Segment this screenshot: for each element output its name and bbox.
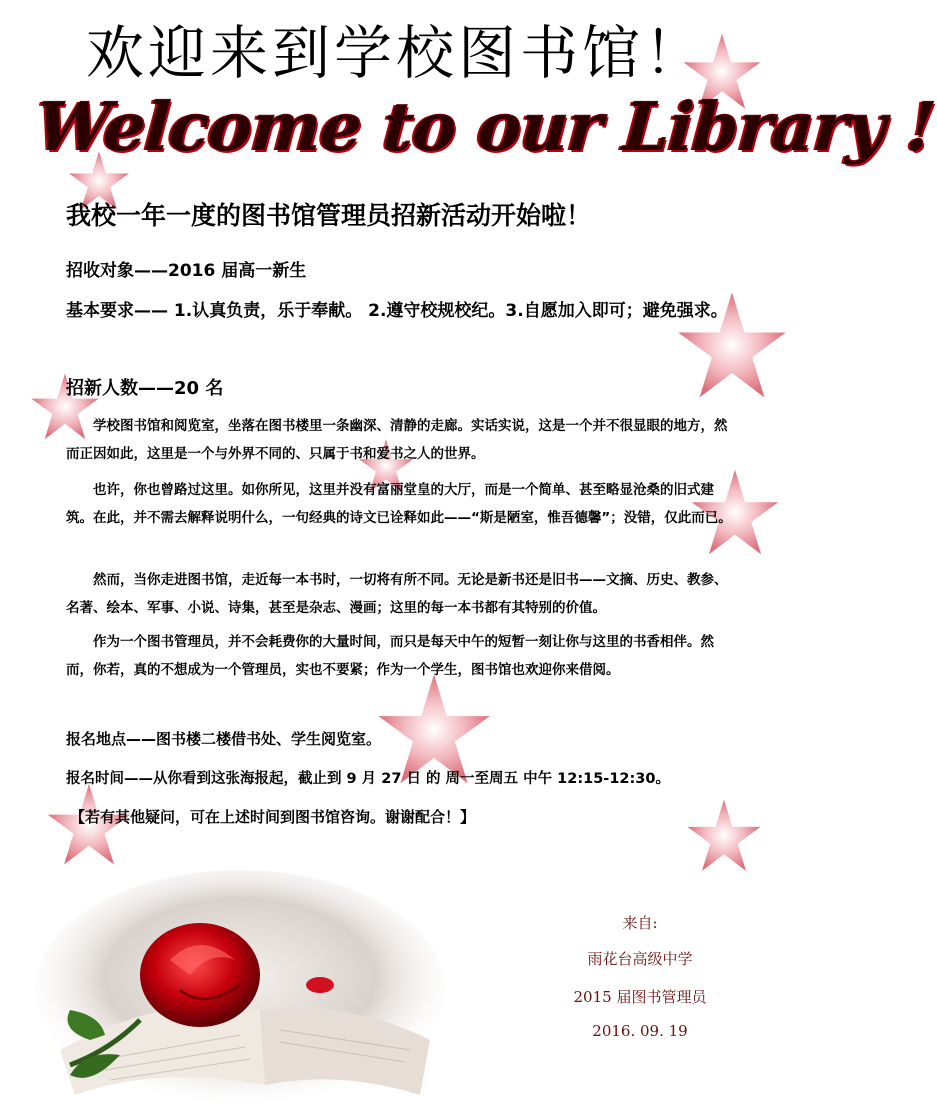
signature-date: 2016. 09. 19 (592, 1022, 688, 1040)
intro-paragraph-1: 学校图书馆和阅览室，坐落在图书楼里一条幽深、清静的走廊。实话实说，这是一个并不很显眼的地方，然而正因如此，这里是一个与外界不同的、只属于书和爱书之人的世界。 (66, 418, 728, 462)
fallen-petal (306, 977, 334, 993)
title-chinese: 欢迎来到学校图书馆！ (86, 19, 707, 87)
headline: 我校一年一度的图书馆管理员招新活动开始啦！ (66, 201, 592, 230)
intro-paragraph-2: 也许，你也曾路过这里。如你所见，这里并没有富丽堂皇的大厅，而是一个简单、甚至略显沧桑的旧式建筑。在此，并不需去解释说明什么，一句经典的诗文已诠释如此——“斯是陋室，惟吾德馨”；没错，仅此而已。 (66, 482, 732, 526)
basic-requirements: 基本要求—— 1.认真负责，乐于奉献。 2.遵守校规校纪。3.自愿加入即可；避免强求。 (66, 301, 728, 321)
rose-petals (140, 923, 260, 1027)
intro-paragraph-4: 作为一个图书管理员，并不会耗费你的大量时间，而只是每天中午的短暂一刻让你与这里的书香相伴。然而，你若，真的不想成为一个管理员，实也不要紧；作为一个学生，图书馆也欢迎你来借阅。 (66, 634, 714, 678)
rose-book-illustration (30, 860, 450, 1100)
decorative-star-icon (686, 798, 762, 874)
signup-location: 报名地点——图书楼二楼借书处、学生阅览室。 (66, 730, 382, 748)
signature-group: 2015 届图书管理员 (573, 988, 707, 1006)
title-english: Welcome to our Library ! (33, 88, 937, 166)
intro-paragraph-3: 然而，当你走进图书馆，走近每一本书时，一切将有所不同。无论是新书还是旧书——文摘、历史、教参、名著、绘本、军事、小说、诗集，甚至是杂志、漫画；这里的每一本书都有其特别的价值。 (66, 572, 728, 616)
recruit-target: 招收对象——2016 届高一新生 (66, 261, 307, 281)
signature-school: 雨花台高级中学 (587, 950, 693, 968)
signature-from: 来自: (622, 914, 658, 932)
signup-note: 【若有其他疑问，可在上述时间到图书馆咨询。谢谢配合！】 (70, 808, 476, 826)
recruit-quota: 招新人数——20 名 (66, 378, 224, 399)
signup-time: 报名时间——从你看到这张海报起，截止到 9 月 27 日 的 周一至周五 中午 12:15-12:30。 (66, 771, 670, 787)
